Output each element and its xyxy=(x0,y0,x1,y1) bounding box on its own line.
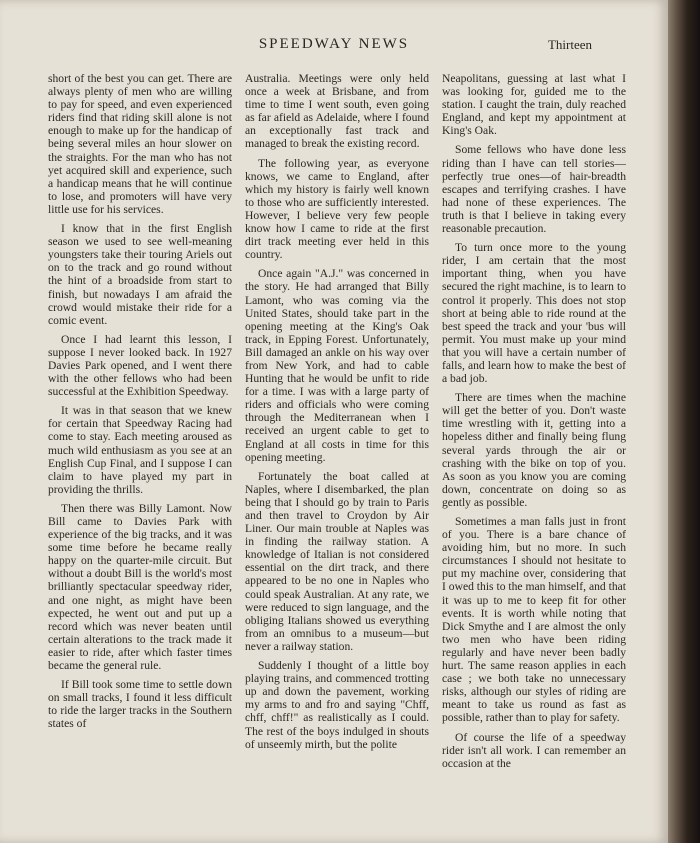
paragraph: I know that in the first English season we used to see well-meaning youngsters take their touring Ariels out on to the track and go round without the hint of a broadside from start to finish, but nowadays I am afraid the crowd would mistake their ride for a comic event. xyxy=(48,222,232,327)
paragraph: There are times when the machine will get the better of you. Don't waste time wrestling with it, getting into a hopeless dither and finally being flung several yards through the air or crashing with the bike on top of you. As soon as you know you are coming down, concentrate on doing so as gently as possible. xyxy=(442,391,626,509)
paragraph: Sometimes a man falls just in front of you. There is a bare chance of avoiding him, but no more. In such circumstances I should not hesitate to put my machine over, considering that I owed this to the man himself, and that it was up to me to keep fit for other events. It is worth while noting that Dick Smythe and I are almost the only two men who have been riding regularly and have never been badly hurt. The same reason applies in each case ; we both take no unnecessary risks, although our styles of riding are meant to take us round as fast as possible, rather than to play for safety. xyxy=(442,515,626,725)
paragraph: Some fellows who have done less riding than I have can tell stories—perfectly true ones—of hair-breadth escapes and terrifying crashes. I have had none of these experiences. The truth is that I believe in taking every reasonable precaution. xyxy=(442,143,626,236)
paragraph: short of the best you can get. There are always plenty of men who are willing to pay for speed, and even experienced riders find that riding skill alone is not enough to make up for the handicap of being several miles an hour slower on the straights. For the man who has not yet acquired skill and experience, such a handicap means that he will continue to lose, and promoters will have very little use for his services. xyxy=(48,72,232,216)
column-1 xyxy=(48,72,232,802)
paragraph: It was in that season that we knew for certain that Speedway Racing had come to stay. Each meeting aroused as much wild enthusiasm as you see at an English Cup Final, and I suppose I can claim to have played my part in providing the thrills. xyxy=(48,404,232,496)
binding-spine xyxy=(668,0,700,843)
running-title: SPEEDWAY NEWS xyxy=(258,36,410,52)
column-2 xyxy=(245,72,429,802)
paragraph: Of course the life of a speedway rider isn't all work. I can remember an occasion at the xyxy=(442,730,626,770)
paragraph: Neapolitans, guessing at last what I was looking for, guided me to the station. I caught the train, duly reached England, and kept my appointment at King's Oak. xyxy=(442,72,626,138)
paragraph: Australia. Meetings were only held once a week at Brisbane, and from time to time I went south, even going as far afield as Adelaide, where I found an exceptionally fast track and managed to break the existing record. xyxy=(245,72,429,151)
page-number: Thirteen xyxy=(547,37,592,52)
page-header xyxy=(0,36,668,62)
paragraph: To turn once more to the young rider, I am certain that the most important thing, when you have secured the right machine, is to learn to control it properly. This does not stop short at being able to ride round at the best speed the track and your 'bus will permit. You must make up your mind that you will have a certain number of falls, and learn how to make the best of a bad job. xyxy=(442,241,626,386)
paragraph: Fortunately the boat called at Naples, where I disembarked, the plan being that I should go by train to Paris and then travel to Croydon by Air Liner. Our main trouble at Naples was in finding the railway station. A knowledge of Italian is not considered essential on the dirt track, and there appeared to be no one in Naples who could speak Australian. At any rate, we were reduced to sign language, and the obliging Italians showed us everything from an omnibus to a museum—but never a railway station. xyxy=(245,469,429,653)
paragraph: Then there was Billy Lamont. Now Bill came to Davies Park with experience of the big tracks, and it was some time before he became really happy on the quarter-mile circuit. But without a doubt Bill is the world's most brilliantly spectacular speedway rider, and one night, as might have been expected, he went out and put up a record which was never beaten until certain alterations to the track made it easier to ride, after which faster times became the general rule. xyxy=(48,501,232,673)
paragraph: The following year, as everyone knows, we came to England, after which my history is fairly well known to those who are sufficiently interested. However, I believe very few people know how I came to ride at the first dirt track meeting ever held in this country. xyxy=(245,156,429,262)
paragraph: Once I had learnt this lesson, I suppose I never looked back. In 1927 Davies Park opened, and I went there with the other fellows who had been successful at the Exhibition Speedway. xyxy=(48,332,232,399)
column-3 xyxy=(442,72,626,802)
paragraph: Suddenly I thought of a little boy playing trains, and commenced trotting up and down the pavement, working my arms to and fro and saying "Chff, chff, chff!" as realistically as I could. The rest of the boys indulged in shouts of unseemly mirth, but the polite xyxy=(245,659,429,751)
paragraph: If Bill took some time to settle down on small tracks, I found it less difficult to ride the larger tracks in the Southern states of xyxy=(48,678,232,731)
text-columns xyxy=(48,72,626,802)
paragraph: Once again "A.J." was concerned in the story. He had arranged that Billy Lamont, who was coming via the United States, should take part in the opening meeting at the King's Oak track, in Epping Forest. Unfortunately, Bill damaged an ankle on his way over from New York, and had to cable Hunting that he would be unfit to ride for a time. I was with a large party of riders and officials who were coming through the Mediterranean when I received an urgent cable to get to England at all costs in time for this opening meeting. xyxy=(245,267,429,464)
